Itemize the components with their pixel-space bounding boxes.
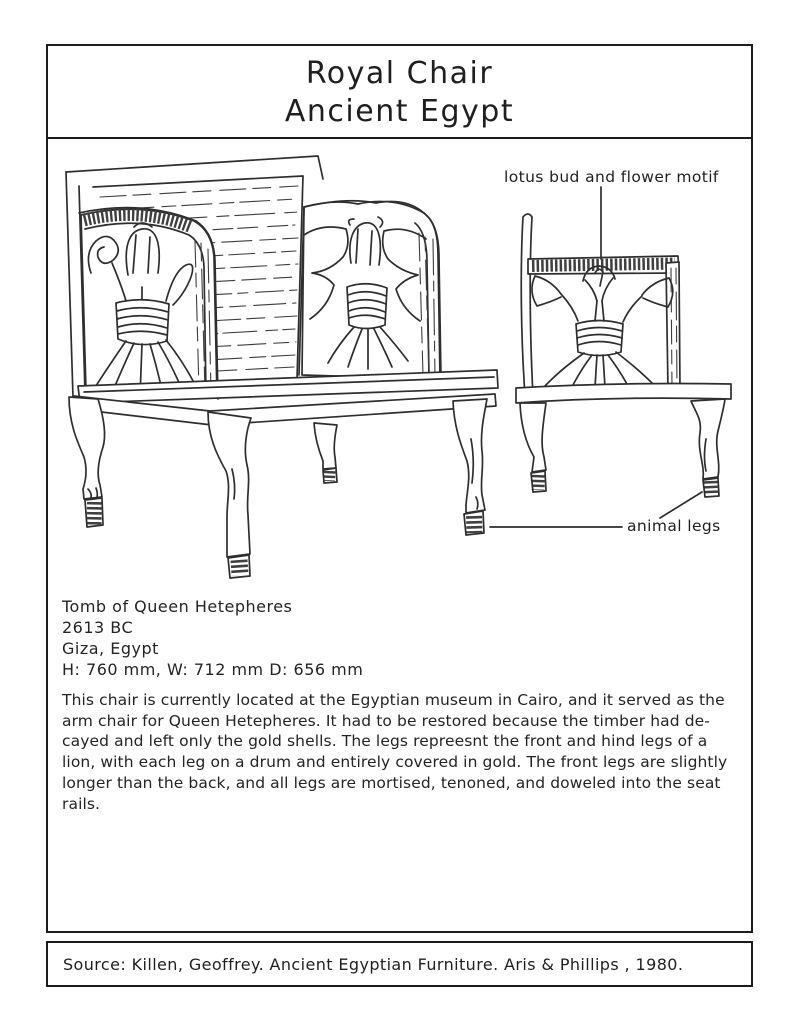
description-line: This chair is currently located at the Egyptian museum in Cairo, and it served as the bbox=[62, 691, 725, 709]
description-line: lion, with each leg on a drum and entirely covered in gold. The front legs are slightly bbox=[62, 753, 728, 772]
front-chair-animal-legs bbox=[69, 397, 487, 578]
page-title: Royal Chair bbox=[305, 56, 494, 91]
side-chair-animal-legs bbox=[520, 399, 725, 497]
front-chair-drawing bbox=[66, 156, 498, 578]
description-line: rails. bbox=[62, 794, 101, 813]
lotus-annotation-label: lotus bud and flower motif bbox=[504, 168, 719, 186]
description-line: longer than the back, and all legs are mortised, tenoned, and doweled into the seat bbox=[62, 773, 721, 792]
artifact-provenance: Tomb of Queen Hetepheres bbox=[62, 597, 293, 616]
title-box bbox=[46, 44, 753, 139]
royal-chair-illustration bbox=[46, 139, 753, 609]
description-line: arm chair for Queen Hetepheres. It had to be restored because the timber had de- bbox=[62, 711, 710, 730]
animal-legs-annotation-label: animal legs bbox=[627, 517, 721, 535]
left-arm-lotus-panel bbox=[79, 208, 218, 399]
artifact-date: 2613 BC bbox=[62, 618, 134, 637]
artifact-info bbox=[62, 596, 363, 680]
description-line: cayed and left only the gold shells. The legs repreesnt the front and hind legs of a bbox=[62, 732, 708, 751]
artifact-dimensions: H: 760 mm, W: 712 mm D: 656 mm bbox=[62, 660, 364, 679]
side-chair-drawing bbox=[516, 214, 731, 497]
artifact-description bbox=[62, 690, 727, 814]
source-citation: Source: Killen, Geoffrey. Ancient Egyptian Furniture. Aris & Phillips , 1980. bbox=[63, 954, 684, 974]
page-subtitle: Ancient Egypt bbox=[284, 94, 515, 129]
animal-legs-leader-line-right bbox=[660, 492, 702, 518]
source-box bbox=[46, 941, 753, 987]
right-arm-lotus-panel bbox=[299, 201, 441, 379]
artifact-location: Giza, Egypt bbox=[62, 639, 159, 658]
side-chair-lotus-motif bbox=[532, 266, 673, 387]
